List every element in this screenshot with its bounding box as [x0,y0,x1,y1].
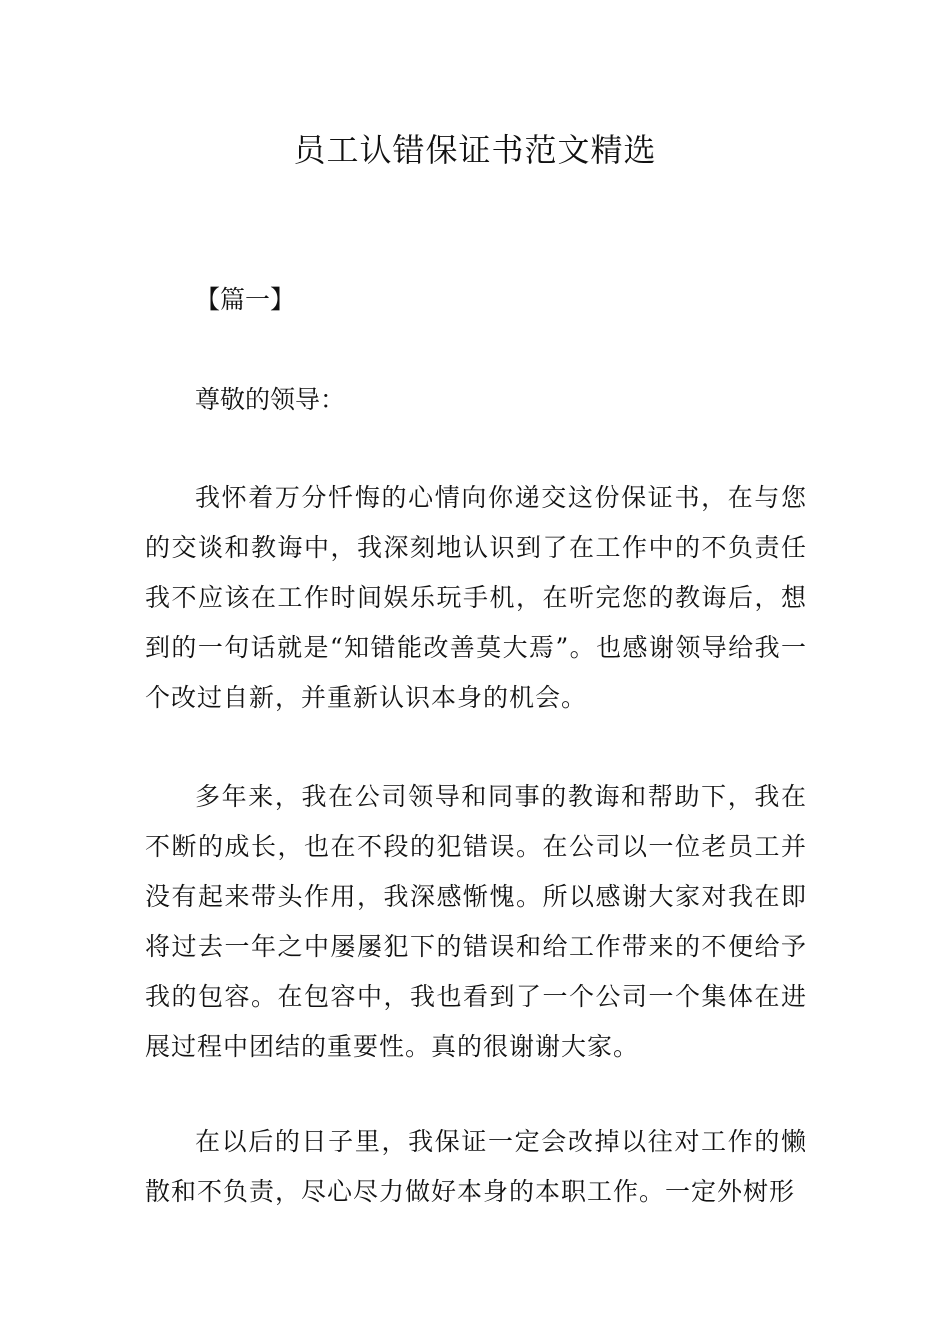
paragraph-2: 多年来，我在公司领导和同事的教诲和帮助下，我在不断的成长，也在不段的犯错误。在公司以一位老员工并没有起来带头作用，我深感惭愧。所以感谢大家对我在即将过去一年之中屡屡犯下的错误和给工作带来的不便给予我的包容。在包容中，我也看到了一个公司一个集体在进展过程中团结的重要性。真的很谢谢大家。 [145,782,807,1061]
page-title: 员工认错保证书范文精选 [293,131,657,169]
paragraph-1: 我怀着万分忏悔的心情向你递交这份保证书，在与您的交谈和教诲中，我深刻地认识到了在工作中的不负责任我不应该在工作时间娱乐玩手机，在听完您的教诲后，想到的一句话就是“知错能改善莫大焉”。也感谢领导给我一个改过自新，并重新认识本身的机会。 [145,483,807,712]
section-label: 【篇一】 [195,285,296,314]
salutation: 尊敬的领导： [195,385,346,414]
paragraph-3: 在以后的日子里，我保证一定会改掉以往对工作的懒散和不负责，尽心尽力做好本身的本职工作。一定外树形 [145,1127,807,1206]
